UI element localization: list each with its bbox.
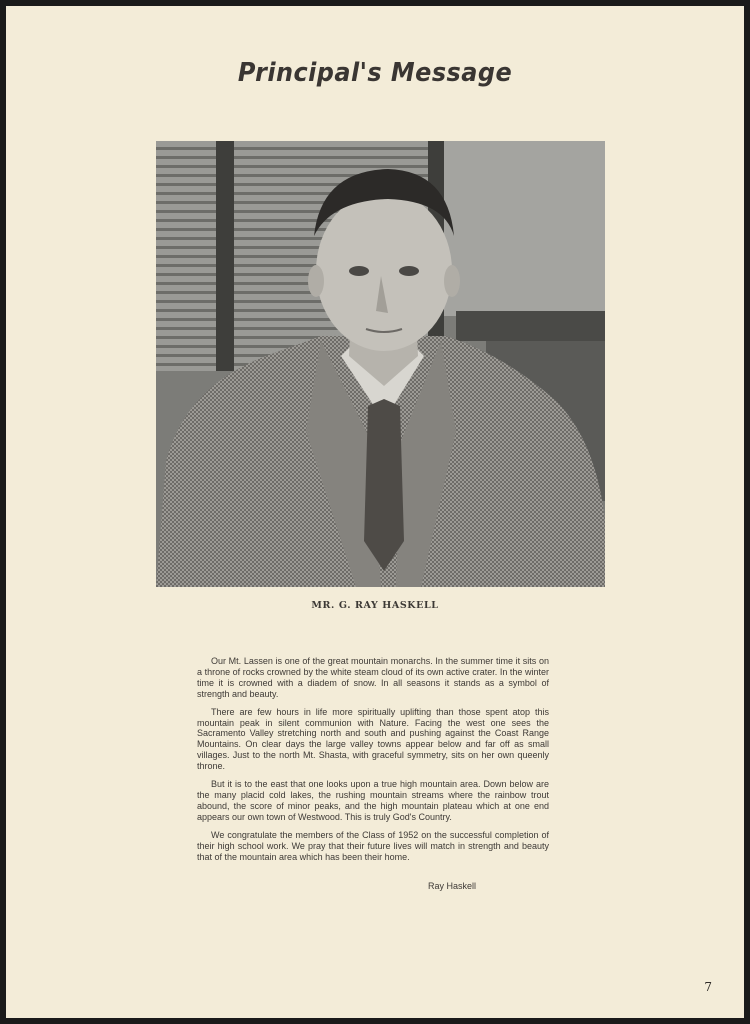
message-paragraph: We congratulate the members of the Class of 1952 on the successful completion of their high school work. We pray that their future lives will match in strength and beauty that of the mountain area which has been their home. — [197, 829, 549, 862]
photo-caption: MR. G. RAY HASKELL — [311, 600, 439, 611]
principal-portrait-photo — [156, 141, 605, 587]
portrait-image — [156, 141, 605, 587]
yearbook-page — [6, 6, 744, 1018]
message-body — [197, 656, 549, 869]
message-paragraph: Our Mt. Lassen is one of the great mountain monarchs. In the summer time it sits on a throne of rocks crowned by the white steam cloud of its own active crater. In the winter time it is crowned with a diadem of snow. In all seasons it stands as a symbol of strength and beauty. — [197, 656, 549, 699]
message-paragraph: There are few hours in life more spiritually uplifting than those spent atop this mountain peak in silent communion with Nature. Facing the west one sees the Sacramento Valley stretching north and south and pushing against the Coast Range Mountains. On clear days the large valley towns appear below and far off as small villages. Just to the north Mt. Shasta, with graceful symmetry, sits on her own queenly throne. — [197, 706, 549, 772]
signature: Ray Haskell — [428, 881, 477, 891]
page-number: 7 — [704, 980, 712, 994]
message-paragraph: But it is to the east that one looks upon a true high mountain area. Down below are the many placid cold lakes, the rushing mountain streams where the rainbow trout abound, the score of minor peaks, and the high mountain plateau which at one end appears our own town of Westwood. This is truly God's Country. — [197, 779, 549, 822]
page-title: Principal's Message — [237, 58, 513, 88]
